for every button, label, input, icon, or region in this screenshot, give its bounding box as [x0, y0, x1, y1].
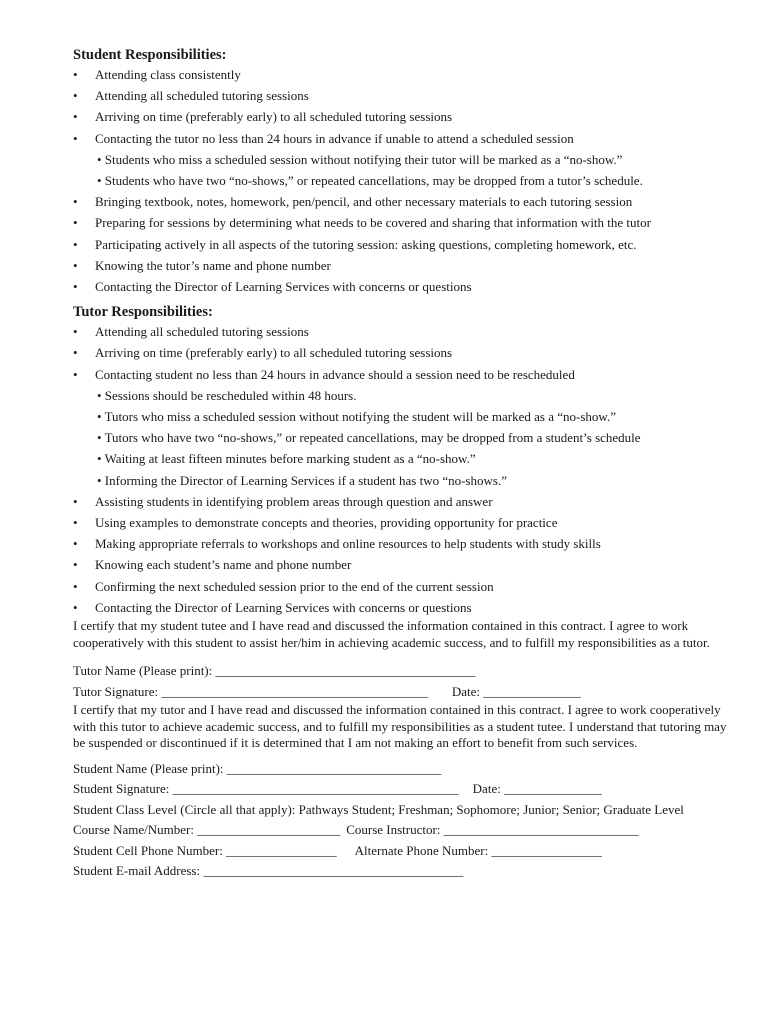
- course-row: [73, 820, 733, 841]
- bullet-icon: •: [73, 130, 78, 146]
- list-item: • Knowing each student’s name and phone number: [73, 554, 733, 575]
- sub-list-item: • Waiting at least fifteen minutes before marking student as a “no-show.”: [97, 451, 476, 467]
- bullet-icon: •: [73, 366, 78, 382]
- bullet-icon: •: [73, 578, 78, 594]
- student-responsibilities-list: [73, 64, 733, 297]
- tutor-signature-row: [73, 682, 733, 703]
- bullet-icon: •: [73, 515, 78, 531]
- student-date-field[interactable]: Date: _______________: [472, 781, 602, 797]
- sub-list-item: • Sessions should be rescheduled within 48 hours.: [97, 387, 357, 403]
- tutor-date-field[interactable]: Date: _______________: [451, 683, 581, 699]
- list-item: • Bringing textbook, notes, homework, pen/pencil, and other necessary materials to each tutoring session: [73, 191, 733, 212]
- student-email-field[interactable]: Student E-mail Address: ________________________________________: [73, 863, 464, 879]
- student-certification-text: I certify that my tutor and I have read and discussed the information contained in this contract. I agree to work cooperatively with this tutor to achieve academic success, and to fulfill my responsibilities as a student tutee. I understand that tutoring may be suspended or discontinued if it is determined that I am not making an effort to benefit from such services.: [73, 702, 727, 751]
- list-item: • Assisting students in identifying problem areas through question and answer: [73, 491, 733, 512]
- bullet-icon: •: [73, 493, 78, 509]
- contract-page: [73, 46, 733, 882]
- list-item: • Contacting the Director of Learning Services with concerns or questions: [73, 276, 733, 297]
- bullet-icon: •: [73, 194, 78, 210]
- list-item: • Participating actively in all aspects of the tutoring session: asking questions, completing homework, etc.: [73, 234, 733, 255]
- list-item: • Contacting the tutor no less than 24 hours in advance if unable to attend a scheduled session: [73, 128, 733, 149]
- student-cell-phone-field[interactable]: Student Cell Phone Number: _________________: [73, 842, 337, 858]
- bullet-icon: •: [73, 279, 78, 295]
- phone-row: [73, 841, 733, 862]
- bullet-icon: •: [73, 557, 78, 573]
- student-class-level-field[interactable]: Student Class Level (Circle all that apply): Pathways Student; Freshman; Sophomore; Junior; Senior; Graduate Level: [73, 801, 684, 817]
- list-item: • Attending class consistently: [73, 64, 733, 85]
- bullet-icon: •: [73, 599, 78, 615]
- student-name-field[interactable]: Student Name (Please print): _________________________________: [73, 760, 442, 776]
- list-item: • Making appropriate referrals to workshops and online resources to help students with study skills: [73, 533, 733, 554]
- course-instructor-field[interactable]: Course Instructor: ______________________________: [346, 822, 639, 838]
- student-signature-row: [73, 779, 733, 800]
- student-signature-field[interactable]: Student Signature: ____________________________________________: [73, 781, 459, 797]
- list-item: • Contacting the Director of Learning Services with concerns or questions: [73, 597, 733, 618]
- list-item: • Attending all scheduled tutoring sessions: [73, 85, 733, 106]
- sub-list-item: • Tutors who miss a scheduled session without notifying the student will be marked as a “no-show.”: [97, 409, 616, 425]
- course-name-field[interactable]: Course Name/Number: ______________________: [73, 822, 341, 838]
- list-item: • Using examples to demonstrate concepts and theories, providing opportunity for practice: [73, 512, 733, 533]
- student-fields: [73, 759, 733, 882]
- student-responsibilities-heading: Student Responsibilities:: [73, 47, 227, 63]
- bullet-icon: •: [73, 257, 78, 273]
- tutor-signature-field[interactable]: Tutor Signature: _________________________________________: [73, 683, 428, 699]
- bullet-icon: •: [73, 345, 78, 361]
- list-item: • Arriving on time (preferably early) to all scheduled tutoring sessions: [73, 106, 733, 127]
- tutor-responsibilities-heading: Tutor Responsibilities:: [73, 304, 213, 321]
- tutor-certification-text: I certify that my student tutee and I have read and discussed the information contained in this contract. I agree to work cooperatively with this student to assist her/him in achieving academic success, and to fulfill my responsibilities as a tutor.: [73, 618, 710, 650]
- list-item: • Preparing for sessions by determining what needs to be covered and sharing that information with the tutor: [73, 212, 733, 233]
- bullet-icon: •: [73, 236, 78, 252]
- sub-list-item: • Informing the Director of Learning Services if a student has two “no-shows.”: [97, 472, 507, 488]
- bullet-icon: •: [73, 67, 78, 82]
- list-item: • Attending all scheduled tutoring sessions: [73, 321, 733, 342]
- list-item: • Arriving on time (preferably early) to all scheduled tutoring sessions: [73, 342, 733, 363]
- list-item: • Knowing the tutor’s name and phone number: [73, 255, 733, 276]
- sub-list-item: • Tutors who have two “no-shows,” or repeated cancellations, may be dropped from a student’s schedule: [97, 430, 641, 446]
- bullet-icon: •: [73, 109, 78, 125]
- sub-list-item: • Students who miss a scheduled session without notifying their tutor will be marked as a “no-show.”: [97, 151, 623, 167]
- bullet-icon: •: [73, 324, 78, 340]
- sub-list-item: • Students who have two “no-shows,” or repeated cancellations, may be dropped from a tutor’s schedule.: [97, 173, 643, 189]
- alternate-phone-field[interactable]: Alternate Phone Number: _________________: [354, 842, 602, 858]
- list-item: • Confirming the next scheduled session prior to the end of the current session: [73, 576, 733, 597]
- list-item: • Contacting student no less than 24 hours in advance should a session need to be rescheduled: [73, 364, 733, 385]
- tutor-responsibilities-list: [73, 321, 733, 618]
- tutor-fields: [73, 661, 733, 702]
- tutor-name-field[interactable]: Tutor Name (Please print): ________________________________________: [73, 663, 476, 679]
- bullet-icon: •: [73, 88, 78, 104]
- bullet-icon: •: [73, 215, 78, 231]
- bullet-icon: •: [73, 536, 78, 552]
